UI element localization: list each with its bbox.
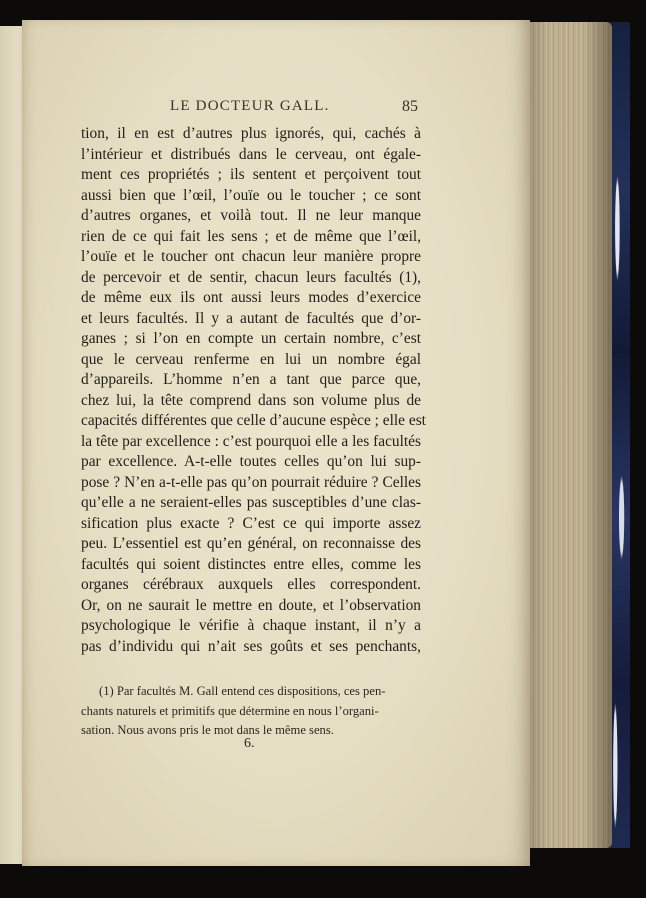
body-line: tion, il en est d’autres plus ignorés, qui, cachés à bbox=[81, 125, 421, 142]
book-page bbox=[22, 20, 530, 866]
body-line: de percevoir et de sentir, chacun leurs facultés (1), bbox=[81, 268, 421, 286]
body-line: Or, on ne saurait le mettre en doute, et l’observation bbox=[81, 596, 421, 614]
body-line: organes cérébraux auxquels elles correspondent. bbox=[81, 576, 421, 593]
body-line: que le cerveau renferme en lui un nombre égal bbox=[81, 350, 421, 368]
body-line: facultés qui soient distinctes entre elles, comme les bbox=[81, 555, 421, 573]
body-line: par excellence. A-t-elle toutes celles qu’on lui sup- bbox=[81, 453, 421, 470]
body-line: aussi bien que l’œil, l’ouïe ou le toucher ; ce sont bbox=[81, 186, 421, 204]
body-line: de même eux ils ont aussi leurs modes d’exercice bbox=[81, 289, 421, 306]
body-line: pose ? N’en a-t-elle pas qu’on pourrait réduire ? Celles bbox=[81, 473, 421, 491]
body-line: d’appareils. L’homme n’en a tant que parce que, bbox=[81, 371, 421, 388]
footnote-line: (1) Par facultés M. Gall entend ces dispositions, ces pen- bbox=[99, 684, 386, 698]
body-line: d’autres organes, et voilà tout. Il ne leur manque bbox=[81, 207, 421, 224]
body-line: pas d’individu qui n’ait ses goûts et ses penchants, bbox=[81, 637, 421, 655]
body-line: la tête par excellence : c’est pourquoi elle a les facultés bbox=[81, 432, 421, 450]
running-head-title: LE DOCTEUR GALL. bbox=[170, 98, 330, 114]
body-line: rien de ce qui fait les sens ; et de même que l’œil, bbox=[81, 227, 421, 245]
body-line: chez lui, la tête comprend dans son volume plus de bbox=[81, 391, 421, 409]
footnote-line: sation. Nous avons pris le mot dans le même sens. bbox=[81, 723, 334, 737]
footnote bbox=[81, 682, 422, 741]
body-line: ganes ; si l’on en compte un certain nombre, c’est bbox=[81, 330, 421, 347]
body-line: sification plus exacte ? C’est ce qui importe assez bbox=[81, 514, 421, 532]
body-line: psychologique le vérifie à chaque instant, il n’y a bbox=[81, 617, 421, 634]
body-line: et leurs facultés. Il y a autant de facultés que d’or- bbox=[81, 309, 421, 327]
fore-edge-shadow bbox=[520, 22, 612, 848]
body-line: peu. L’essentiel est qu’en général, on reconnaisse des bbox=[81, 535, 421, 552]
signature-mark: 6. bbox=[244, 736, 255, 751]
body-line: l’intérieur et distribués dans le cerveau, ont égale- bbox=[81, 145, 421, 163]
body-text bbox=[81, 124, 426, 657]
body-line: ment ces propriétés ; ils sentent et perçoivent tout bbox=[81, 166, 421, 183]
body-line: capacités différentes que celle d’aucune espèce ; elle est bbox=[81, 412, 426, 429]
page-number: 85 bbox=[402, 98, 418, 115]
footnote-line: chants naturels et primitifs que détermine en nous l’organi- bbox=[81, 703, 379, 718]
body-line: l’ouïe et le toucher ont chacun leur manière propre bbox=[81, 248, 421, 265]
body-line: qu’elle a ne seraient-elles pas susceptibles d’une clas- bbox=[81, 494, 421, 511]
